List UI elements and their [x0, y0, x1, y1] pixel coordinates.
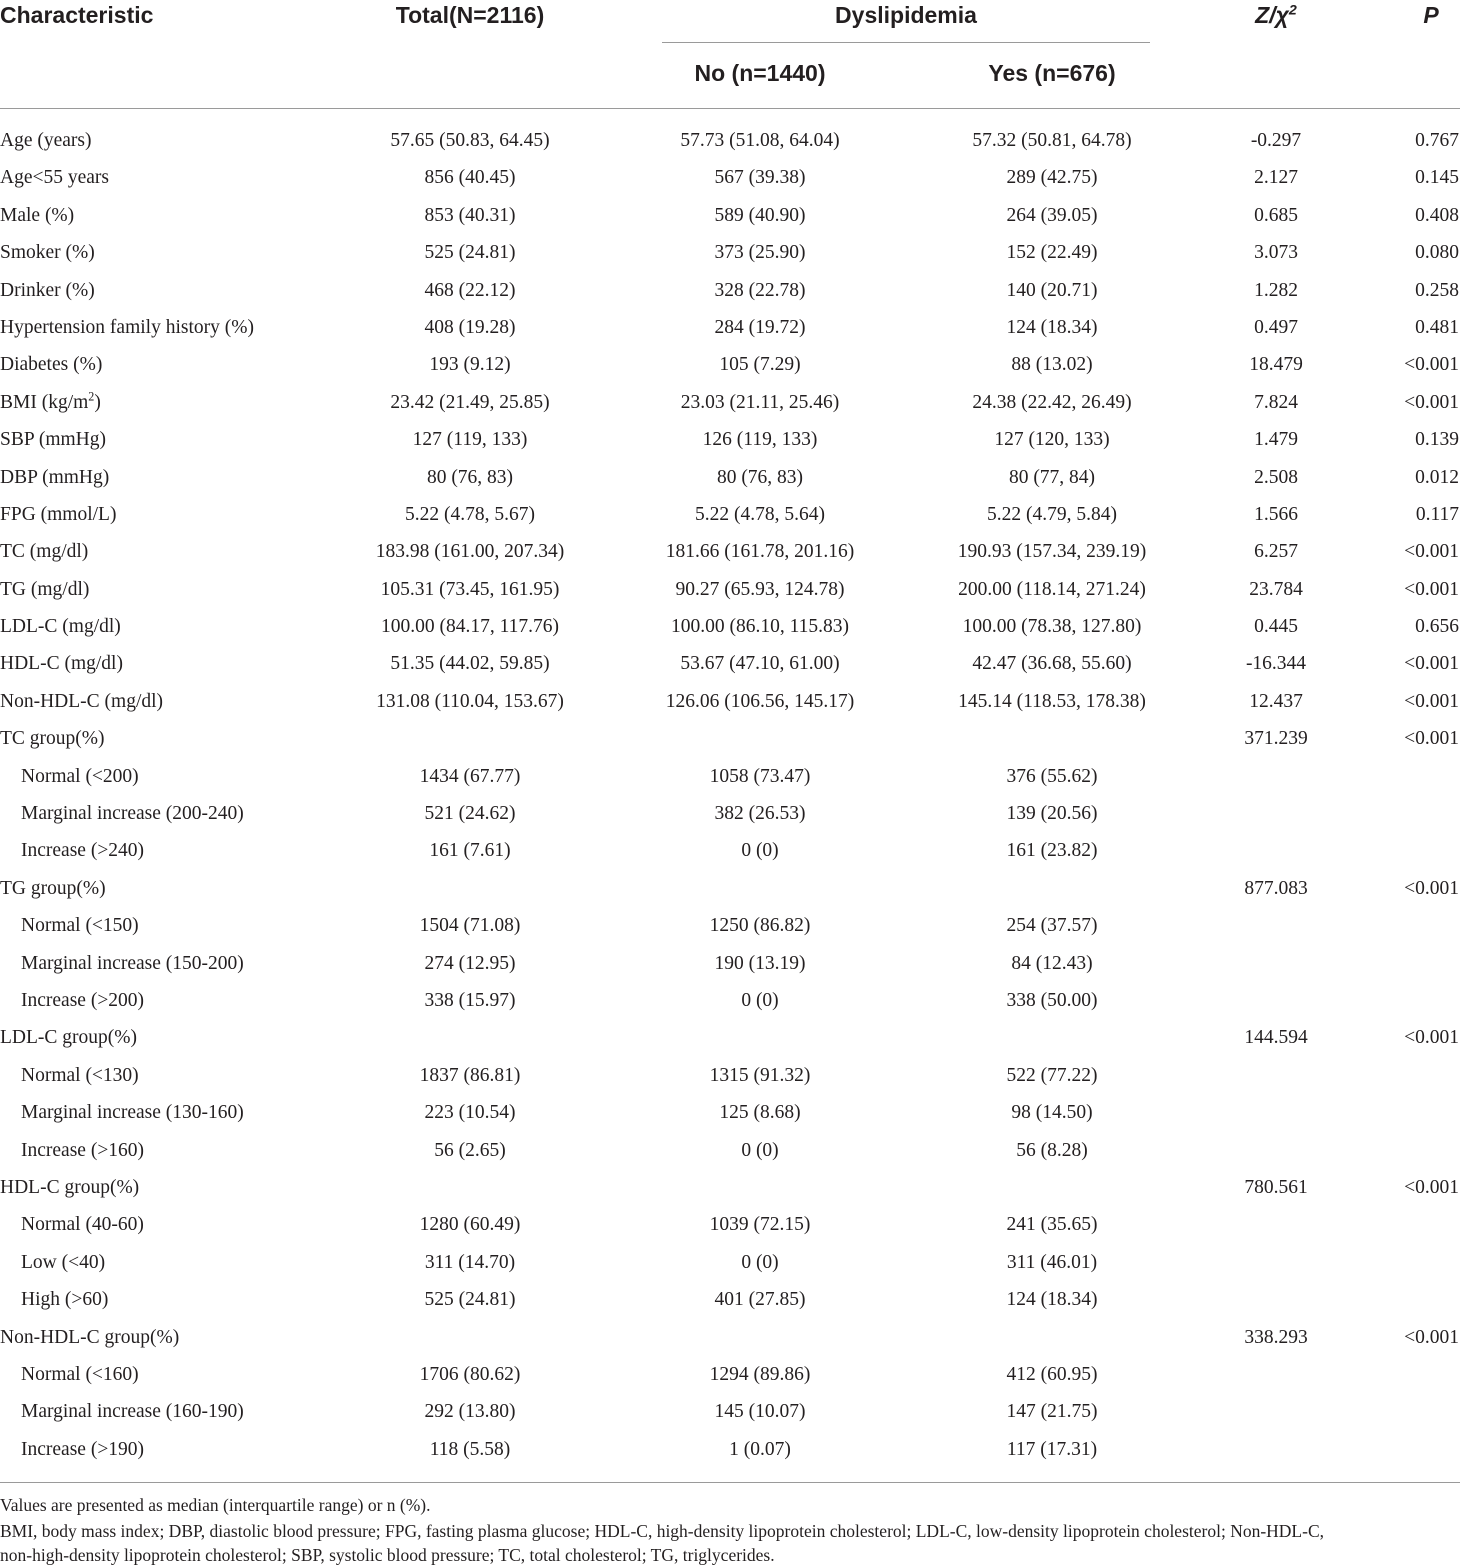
cell-total: 1280 (60.49) — [419, 1214, 521, 1236]
table-row — [0, 496, 1460, 533]
table-row — [0, 159, 1460, 196]
cell-stat: 144.594 — [1244, 1027, 1308, 1049]
cell-p: <0.001 — [1404, 653, 1459, 675]
table-row — [0, 1057, 1460, 1094]
cell-stat: 2.508 — [1254, 466, 1298, 488]
cell-no: 126 (119, 133) — [702, 429, 818, 451]
cell-yes: 100.00 (78.38, 127.80) — [962, 616, 1142, 638]
cell-stat: 2.127 — [1254, 167, 1298, 189]
table-row — [0, 122, 1460, 159]
cell-total: 118 (5.58) — [429, 1438, 511, 1460]
cell-p: 0.139 — [1415, 429, 1459, 451]
cell-no: 125 (8.68) — [719, 1102, 801, 1124]
cell-stat: 1.479 — [1254, 429, 1298, 451]
cell-yes: 289 (42.75) — [1006, 167, 1098, 189]
cell-yes: 139 (20.56) — [1006, 803, 1098, 825]
cell-p: <0.001 — [1404, 541, 1459, 563]
cell-total: 193 (9.12) — [429, 354, 511, 376]
cell-label: LDL-C group(%) — [0, 1027, 138, 1049]
cell-no: 57.73 (51.08, 64.04) — [680, 130, 840, 151]
table-row — [0, 645, 1460, 682]
table-row — [0, 197, 1460, 234]
cell-stat: -16.344 — [1245, 653, 1307, 675]
cell-stat: 877.083 — [1244, 877, 1308, 899]
cell-yes: 412 (60.95) — [1006, 1363, 1098, 1385]
cell-total: 23.42 (21.49, 25.85) — [390, 391, 550, 413]
cell-yes: 200.00 (118.14, 271.24) — [958, 578, 1146, 600]
cell-p: 0.258 — [1415, 279, 1459, 301]
table-row — [0, 1319, 1460, 1356]
table-row — [0, 234, 1460, 271]
cell-label: Diabetes (%) — [0, 354, 103, 376]
cell-yes: 140 (20.71) — [1006, 279, 1098, 301]
table-row — [0, 1431, 1460, 1468]
cell-p: <0.001 — [1404, 391, 1459, 413]
cell-yes: 124 (18.34) — [1006, 316, 1098, 338]
cell-label: High (>60) — [21, 1289, 109, 1311]
cell-yes: 124 (18.34) — [1006, 1289, 1098, 1311]
header-subrule — [662, 42, 1150, 43]
cell-no: 126.06 (106.56, 145.17) — [665, 690, 855, 712]
cell-label: Marginal increase (200-240) — [21, 803, 244, 825]
cell-label: Age (years) — [0, 130, 92, 151]
cell-label: Low (<40) — [21, 1251, 106, 1273]
cell-label: Hypertension family history (%) — [0, 316, 254, 338]
cell-total: 468 (22.12) — [424, 279, 516, 301]
cell-p: <0.001 — [1404, 1027, 1459, 1049]
cell-p: 0.408 — [1415, 204, 1459, 226]
cell-total: 105.31 (73.45, 161.95) — [380, 578, 560, 600]
table-row — [0, 421, 1460, 458]
cell-no: 105 (7.29) — [719, 354, 801, 376]
cell-stat: 0.445 — [1254, 616, 1298, 638]
cell-label — [0, 384, 101, 421]
cell-label: Normal (<160) — [21, 1363, 139, 1385]
cell-total: 223 (10.54) — [424, 1102, 516, 1124]
table-row — [0, 272, 1460, 309]
cell-label: Increase (>200) — [21, 989, 145, 1011]
cell-total: 5.22 (4.78, 5.67) — [405, 503, 535, 525]
cell-no: 0 (0) — [741, 840, 779, 862]
cell-label: Non-HDL-C group(%) — [0, 1326, 180, 1348]
cell-yes: 264 (39.05) — [1006, 204, 1098, 226]
cell-label-after: ) — [94, 391, 101, 413]
cell-yes: 127 (120, 133) — [994, 429, 1110, 451]
footnote-values: Values are presented as median (interquartile range) or n (%). — [0, 1495, 431, 1515]
table-row — [0, 870, 1460, 907]
cell-total: 161 (7.61) — [429, 840, 511, 862]
cell-no: 145 (10.07) — [714, 1401, 806, 1423]
cell-no: 567 (39.38) — [714, 167, 806, 189]
table-row — [0, 758, 1460, 795]
table-row — [0, 459, 1460, 496]
table-row — [0, 1356, 1460, 1393]
cell-yes: 5.22 (4.79, 5.84) — [987, 503, 1117, 525]
table-body — [0, 122, 1460, 1468]
cell-no: 373 (25.90) — [714, 242, 806, 264]
table-bottom-rule — [0, 1482, 1460, 1483]
cell-stat: 338.293 — [1244, 1326, 1308, 1348]
cell-label: Marginal increase (130-160) — [21, 1102, 244, 1124]
header-yes: Yes (n=676) — [988, 60, 1116, 86]
cell-label: Normal (40-60) — [21, 1214, 144, 1236]
cell-total: 525 (24.81) — [424, 242, 516, 264]
cell-yes: 241 (35.65) — [1006, 1214, 1098, 1236]
cell-label: LDL-C (mg/dl) — [0, 616, 121, 638]
header-total: Total(N=2116) — [395, 2, 545, 28]
cell-no: 1250 (86.82) — [709, 915, 811, 937]
table-row — [0, 1281, 1460, 1318]
cell-label: TC (mg/dl) — [0, 541, 89, 563]
cell-label: FPG (mmol/L) — [0, 503, 117, 525]
cell-label-text: BMI (kg/m — [0, 391, 89, 413]
cell-label: Male (%) — [0, 204, 75, 226]
cell-p: 0.481 — [1415, 316, 1459, 338]
cell-label: Normal (<150) — [21, 915, 139, 937]
table-row — [0, 309, 1460, 346]
table-row — [0, 720, 1460, 757]
cell-no: 1039 (72.15) — [709, 1214, 811, 1236]
cell-yes: 338 (50.00) — [1006, 989, 1098, 1011]
cell-stat: 0.685 — [1254, 204, 1298, 226]
cell-p: <0.001 — [1404, 578, 1459, 600]
cell-total: 856 (40.45) — [424, 167, 516, 189]
cell-p: 0.767 — [1415, 130, 1459, 151]
table-row — [0, 571, 1460, 608]
header-no: No (n=1440) — [694, 60, 826, 86]
cell-label: Normal (<130) — [21, 1064, 139, 1086]
table-row — [0, 795, 1460, 832]
cell-total: 1837 (86.81) — [419, 1064, 521, 1086]
table-row — [0, 982, 1460, 1019]
cell-total: 1434 (67.77) — [419, 765, 521, 787]
cell-label: HDL-C (mg/dl) — [0, 653, 123, 675]
table-row — [0, 1206, 1460, 1243]
table-row — [0, 1132, 1460, 1169]
cell-yes: 152 (22.49) — [1006, 242, 1098, 264]
header-stat-sup: 2 — [1288, 2, 1297, 19]
cell-label: Drinker (%) — [0, 279, 95, 301]
cell-total: 51.35 (44.02, 59.85) — [390, 653, 550, 675]
cell-label: Increase (>240) — [21, 840, 145, 862]
cell-stat: 7.824 — [1254, 391, 1298, 413]
cell-no: 90.27 (65.93, 124.78) — [675, 578, 845, 600]
cell-total: 292 (13.80) — [424, 1401, 516, 1423]
cell-yes: 161 (23.82) — [1006, 840, 1098, 862]
cell-no: 0 (0) — [741, 1251, 779, 1273]
cell-stat: 23.784 — [1249, 578, 1303, 600]
cell-yes: 24.38 (22.42, 26.49) — [972, 391, 1132, 413]
cell-label: Smoker (%) — [0, 242, 95, 264]
cell-no: 0 (0) — [741, 989, 779, 1011]
table-row — [0, 832, 1460, 869]
table-row — [0, 346, 1460, 383]
cell-p: <0.001 — [1404, 354, 1459, 376]
table-row — [0, 384, 1460, 421]
header-p: P — [1423, 2, 1439, 28]
cell-no: 100.00 (86.10, 115.83) — [670, 616, 850, 638]
footnote-abbreviations: BMI, body mass index; DBP, diastolic blood pressure; FPG, fasting plasma glucose; HDL-C, high-density lipoprotein cholesterol; LDL-C, low-density lipoprotein cholesterol; Non-HDL-C, — [0, 1521, 1325, 1541]
cell-yes: 57.32 (50.81, 64.78) — [972, 130, 1132, 151]
cell-yes: 254 (37.57) — [1006, 915, 1098, 937]
table-row — [0, 533, 1460, 570]
cell-yes: 311 (46.01) — [1006, 1251, 1098, 1273]
table-row — [0, 1094, 1460, 1131]
cell-yes: 56 (8.28) — [1016, 1139, 1088, 1161]
cell-label: HDL-C group(%) — [0, 1176, 140, 1198]
cell-stat: 1.566 — [1254, 503, 1298, 525]
cell-stat: 780.561 — [1244, 1176, 1308, 1198]
cell-total: 408 (19.28) — [424, 316, 516, 338]
cell-yes: 190.93 (157.34, 239.19) — [957, 541, 1147, 563]
header-dyslipidemia: Dyslipidemia — [835, 2, 977, 28]
cell-stat: -0.297 — [1250, 130, 1302, 151]
cell-p: 0.656 — [1415, 616, 1459, 638]
cell-total: 1504 (71.08) — [419, 915, 521, 937]
header-characteristic: Characteristic — [0, 2, 154, 28]
cell-total: 1706 (80.62) — [419, 1363, 521, 1385]
cell-yes: 117 (17.31) — [1006, 1438, 1098, 1460]
cell-yes: 42.47 (36.68, 55.60) — [972, 653, 1132, 675]
cell-label: Marginal increase (150-200) — [21, 952, 244, 974]
header-bottom-rule — [0, 108, 1460, 109]
cell-total: 183.98 (161.00, 207.34) — [375, 541, 565, 563]
cell-yes: 88 (13.02) — [1011, 354, 1093, 376]
cell-label: Increase (>160) — [21, 1139, 145, 1161]
cell-no: 328 (22.78) — [714, 279, 806, 301]
cell-p: <0.001 — [1404, 1326, 1459, 1348]
table-row — [0, 1393, 1460, 1430]
cell-stat: 0.497 — [1254, 316, 1298, 338]
cell-p: <0.001 — [1404, 877, 1459, 899]
cell-label: TC group(%) — [0, 728, 105, 750]
cell-p: <0.001 — [1404, 728, 1459, 750]
cell-label: TG (mg/dl) — [0, 578, 90, 600]
cell-stat: 18.479 — [1249, 354, 1303, 376]
cell-no: 80 (76, 83) — [716, 466, 804, 488]
cell-p: <0.001 — [1404, 690, 1459, 712]
cell-stat: 371.239 — [1244, 728, 1308, 750]
cell-yes: 80 (77, 84) — [1008, 466, 1096, 488]
table-row — [0, 907, 1460, 944]
cell-total: 274 (12.95) — [424, 952, 516, 974]
cell-p: 0.145 — [1415, 167, 1459, 189]
cell-no: 190 (13.19) — [714, 952, 806, 974]
cell-total: 100.00 (84.17, 117.76) — [380, 616, 560, 638]
cell-total: 311 (14.70) — [424, 1251, 516, 1273]
cell-stat: 3.073 — [1254, 242, 1298, 264]
cell-p: 0.117 — [1415, 503, 1459, 525]
cell-label: SBP (mmHg) — [0, 429, 107, 451]
cell-stat: 6.257 — [1254, 541, 1298, 563]
cell-no: 1058 (73.47) — [709, 765, 811, 787]
cell-total: 525 (24.81) — [424, 1289, 516, 1311]
cell-no: 181.66 (161.78, 201.16) — [665, 541, 855, 563]
cell-label: Increase (>190) — [21, 1438, 145, 1460]
cell-label: DBP (mmHg) — [0, 466, 110, 488]
table-row — [0, 608, 1460, 645]
cell-p: 0.012 — [1415, 466, 1459, 488]
cell-yes: 522 (77.22) — [1006, 1064, 1098, 1086]
cell-no: 589 (40.90) — [714, 204, 806, 226]
cell-p: <0.001 — [1404, 1176, 1459, 1198]
cell-yes: 98 (14.50) — [1011, 1102, 1093, 1124]
cell-no: 382 (26.53) — [714, 803, 806, 825]
table-row — [0, 1244, 1460, 1281]
cell-p: 0.080 — [1415, 242, 1459, 264]
cell-total: 338 (15.97) — [424, 989, 516, 1011]
cell-total: 127 (119, 133) — [412, 429, 528, 451]
table-row — [0, 1169, 1460, 1206]
cell-no: 5.22 (4.78, 5.64) — [695, 503, 825, 525]
table-row — [0, 945, 1460, 982]
cell-no: 401 (27.85) — [714, 1289, 806, 1311]
cell-label: TG group(%) — [0, 877, 106, 899]
cell-yes: 84 (12.43) — [1011, 952, 1093, 974]
cell-label: Age<55 years — [0, 167, 110, 189]
header-stat-main: Z/χ — [1255, 2, 1289, 28]
cell-label: Non-HDL-C (mg/dl) — [0, 690, 164, 712]
cell-total: 57.65 (50.83, 64.45) — [390, 130, 550, 151]
cell-no: 0 (0) — [741, 1139, 779, 1161]
footnote-abbreviations-cont: non-high-density lipoprotein cholesterol; SBP, systolic blood pressure; TC, total cholesterol; TG, triglycerides. — [0, 1545, 775, 1565]
cell-yes: 145.14 (118.53, 178.38) — [958, 690, 1146, 712]
cell-stat: 12.437 — [1249, 690, 1303, 712]
table-row — [0, 1019, 1460, 1056]
cell-total: 521 (24.62) — [424, 803, 516, 825]
cell-label: Marginal increase (160-190) — [21, 1401, 244, 1423]
header-stat — [1255, 2, 1297, 29]
cell-no: 23.03 (21.11, 25.46) — [680, 391, 840, 413]
cell-no: 1294 (89.86) — [709, 1363, 811, 1385]
cell-yes: 147 (21.75) — [1006, 1401, 1098, 1423]
cell-no: 284 (19.72) — [714, 316, 806, 338]
cell-total: 56 (2.65) — [434, 1139, 506, 1161]
cell-total: 131.08 (110.04, 153.67) — [376, 690, 564, 712]
cell-total: 853 (40.31) — [424, 204, 516, 226]
cell-label-sup: 2 — [88, 389, 95, 404]
cell-total: 80 (76, 83) — [426, 466, 514, 488]
table-row — [0, 683, 1460, 720]
cell-no: 53.67 (47.10, 61.00) — [680, 653, 840, 675]
cell-yes: 376 (55.62) — [1006, 765, 1098, 787]
cell-label: Normal (<200) — [21, 765, 139, 787]
cell-no: 1 (0.07) — [729, 1438, 791, 1460]
cell-stat: 1.282 — [1254, 279, 1298, 301]
cell-no: 1315 (91.32) — [709, 1064, 811, 1086]
